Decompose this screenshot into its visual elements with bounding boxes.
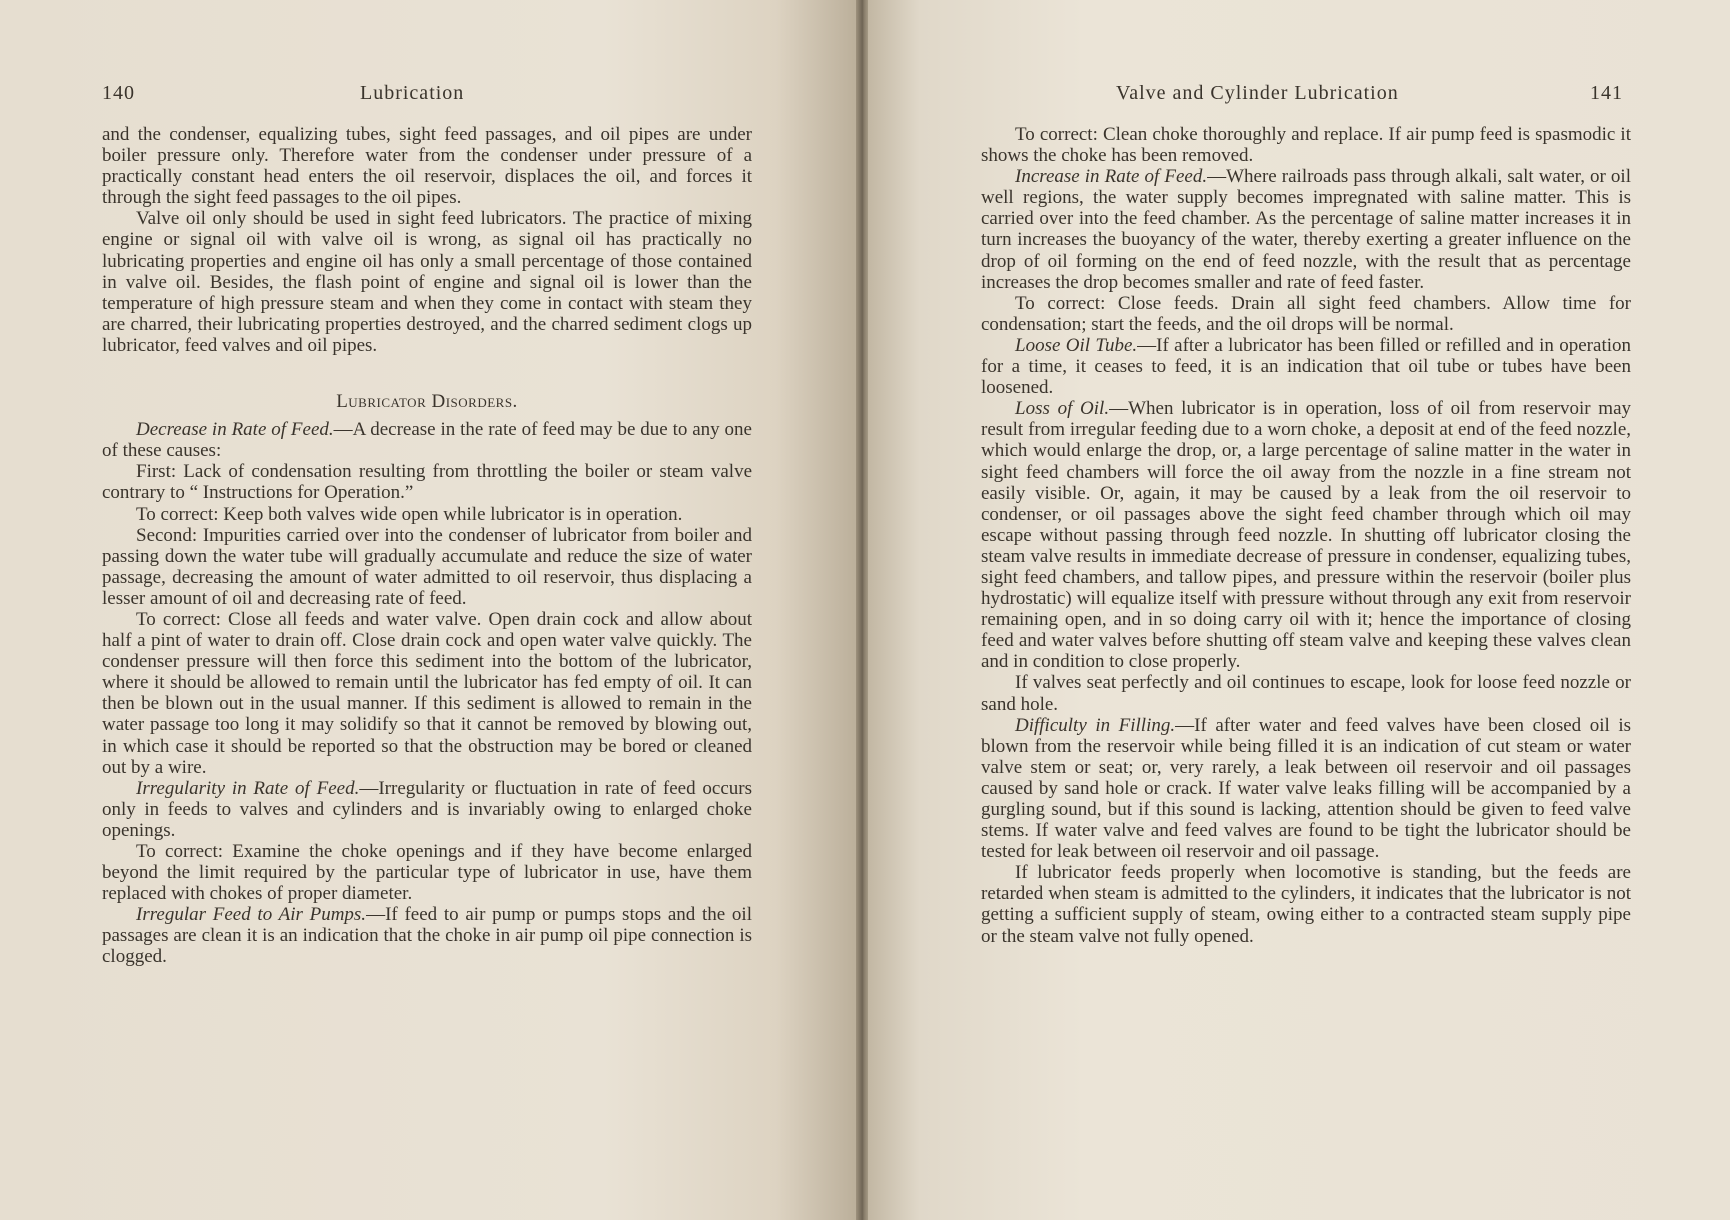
- right-page: [868, 0, 1730, 1220]
- paragraph: [102, 904, 752, 967]
- paragraph: [981, 335, 1631, 398]
- paragraph: First: Lack of condensation resulting from throttling the boiler or steam valve contrary to “ Instructions for Operation.”: [102, 461, 752, 504]
- paragraph-text: —When lubricator is in operation, loss of oil from reservoir may result from irregular feeding due to a worn choke, a deposit at end of the feed nozzle, which would enlarge the drop, or, a large percentage of saline matter in the water in sight feed chambers will force the oil away from the nozzle in a fine stream not easily visible. Or, again, it may be caused by a leak from the oil reservoir to condenser, or oil passages above the sight feed chamber through which oil may escape without passing through feed nozzle. In shutting off lubricator closing the steam valve results in immediate decrease of pressure in condenser, equalizing tubes, sight feed chambers, and tallow pipes, and pressure within the reservoir (boiler plus hydrostatic) will equalize itself with pressure without through any exit from reservoir remaining open, and in so doing carry oil with it; hence the importance of closing feed and water valves before shutting off steam valve and keeping these valves clean and in condition to close properly.: [981, 398, 1631, 673]
- paragraph: If valves seat perfectly and oil continues to escape, look for loose feed nozzle or sand hole.: [981, 672, 1631, 715]
- paragraph-text: —If after water and feed valves have been closed oil is blown from the reservoir while being filled it is an indication of cut steam or water valve stem or seat; or, very rarely, a leak between oil reservoir and oil passages caused by sand hole or crack. If water valve leaks filling will be accompanied by a gurgling sound, but if this sound is lacking, attention should be given to feed valve stems. If water valve and feed valves are found to be tight the lubricator should be tested for leak between oil reservoir and oil passage.: [981, 714, 1631, 863]
- paragraph: and the condenser, equalizing tubes, sight feed passages, and oil pipes are under boiler pressure only. Therefore water from the condenser under pressure of a practically constant head enters the oil reservoir, displaces the oil, and forces it through the sight feed passages to the oil pipes.: [102, 124, 752, 209]
- paragraph: [102, 778, 752, 841]
- right-page-number: 141: [1590, 82, 1623, 104]
- paragraph: [981, 398, 1631, 672]
- paragraph-title: Increase in Rate of Feed.: [1015, 166, 1208, 188]
- paragraph: To correct: Examine the choke openings and if they have become enlarged beyond the limit required by the particular type of lubricator in use, have them replaced with chokes of proper diameter.: [102, 841, 752, 905]
- paragraph: To correct: Close all feeds and water valve. Open drain cock and allow about half a pint of water to drain off. Close drain cock and open water valve quickly. The condenser pressure will then force this sediment into the bottom of the lubricator, where it should be allowed to remain until the lubricator has fed empty of oil. It can then be blown out in the usual manner. If this sediment is allowed to remain in the water passage too long it may solidify so that it cannot be removed by blowing out, in which case it should be reported so that the obstruction may be bored or cleaned out by a wire.: [102, 608, 752, 778]
- paragraph: [981, 715, 1631, 863]
- paragraph: Valve oil only should be used in sight feed lubricators. The practice of mixing engine or signal oil with valve oil is wrong, as signal oil has practically no lubricating properties and engine oil has only a small percentage of those contained in valve oil. Besides, the flash point of engine and signal oil is lower than the temperature of high pressure steam and when they come in contact with steam they are charred, their lubricating properties destroyed, and the charred sediment clogs up lubricator, feed valves and oil pipes.: [102, 208, 752, 356]
- paragraph-title: Irregularity in Rate of Feed.: [136, 777, 360, 799]
- paragraph-text: —A decrease in the rate of feed may be due to any one of these causes:: [102, 419, 752, 462]
- left-page: [0, 0, 862, 1220]
- paragraph: To correct: Clean choke thoroughly and replace. If air pump feed is spasmodic it shows the choke has been removed.: [981, 124, 1631, 167]
- left-text-block: [102, 124, 752, 968]
- paragraph-text: —Irregularity or fluctuation in rate of feed occurs only in feeds to valves and cylinders and is invariably owing to enlarged choke openings.: [102, 777, 752, 841]
- paragraph-title: Loose Oil Tube.: [1015, 334, 1138, 356]
- paragraph-text: —If after a lubricator has been filled or refilled and in operation for a time, it ceases to feed, it is an indication that oil tube or tubes have been loosened.: [981, 334, 1631, 399]
- left-page-number: 140: [102, 82, 135, 104]
- paragraph-title: Loss of Oil.: [1015, 398, 1110, 420]
- paragraph: To correct: Close feeds. Drain all sight feed chambers. Allow time for condensation; start the feeds, and the oil drops will be normal.: [981, 292, 1631, 335]
- paragraph: [981, 166, 1631, 293]
- right-running-head: Valve and Cylinder Lubrication: [1116, 82, 1399, 104]
- paragraph-title: Irregular Feed to Air Pumps.: [136, 904, 367, 926]
- left-running-head: Lubrication: [360, 82, 465, 104]
- right-text-block: [981, 124, 1631, 947]
- section-heading: Lubricator Disorders.: [336, 391, 518, 413]
- paragraph: To correct: Keep both valves wide open while lubricator is in operation.: [136, 503, 683, 525]
- paragraph-title: Decrease in Rate of Feed.: [136, 419, 334, 441]
- paragraph-title: Difficulty in Filling.: [1015, 714, 1176, 736]
- paragraph-text: —If feed to air pump or pumps stops and the oil passages are clean it is an indication that the choke in air pump oil pipe connection is clogged.: [102, 904, 752, 968]
- paragraph-text: —Where railroads pass through alkali, salt water, or oil well regions, the water supply becomes impregnated with saline matter. This is carried over into the feed chamber. As the percentage of saline matter increases it in turn increases the buoyancy of the water, thereby exerting a greater influence on the drop of oil forming on the end of feed nozzle, with the result that as percentage increases the drop becomes smaller and rate of feed faster.: [981, 166, 1631, 293]
- paragraph: [102, 419, 752, 461]
- paragraph: If lubricator feeds properly when locomotive is standing, but the feeds are retarded when steam is admitted to the cylinders, it indicates that the lubricator is not getting a sufficient supply of steam, owing either to a contracted steam supply pipe or the steam valve not fully opened.: [981, 862, 1631, 947]
- paragraph: Second: Impurities carried over into the condenser of lubricator from boiler and passing down the water tube will gradually accumulate and reduce the size of water passage, decreasing the amount of water admitted to oil reservoir, thus displacing a lesser amount of oil and decreasing rate of feed.: [102, 524, 752, 609]
